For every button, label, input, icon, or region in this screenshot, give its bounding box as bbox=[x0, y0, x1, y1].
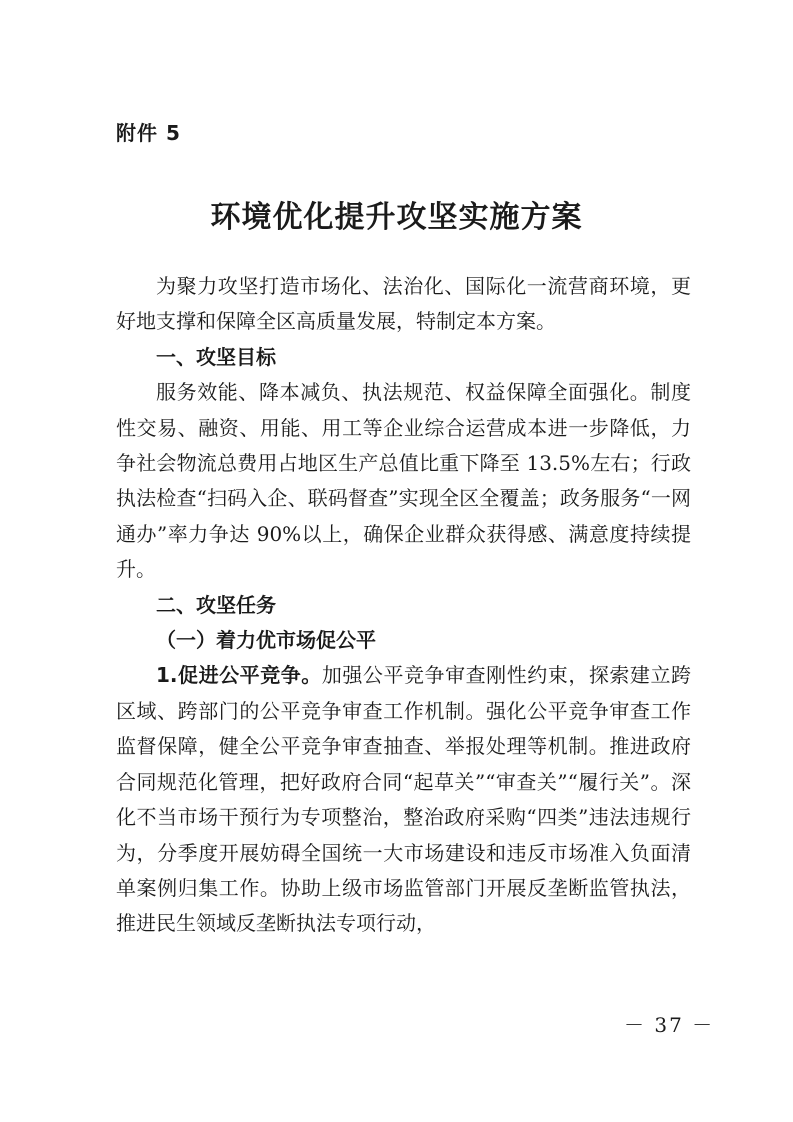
goals-paragraph: 服务效能、降本减负、执法规范、权益保障全面强化。制度性交易、融资、用能、用工等企业综合运营成本进一步降低，力争社会物流总费用占地区生产总值比重下降至 13.5%左右；行政执法检查“扫码入企、联码督查”实现全区全覆盖；政务服务“一网通办”率力争达 90%以上，确保企业群众获得感、满意度持续提升。 bbox=[116, 380, 691, 582]
task-paragraph bbox=[116, 658, 691, 941]
section-heading-tasks: 二、攻坚任务 bbox=[156, 592, 276, 617]
page-number: － 37 － bbox=[624, 1013, 715, 1037]
subsection-heading: （一）着力优市场促公平 bbox=[156, 628, 376, 653]
intro-paragraph: 为聚力攻坚打造市场化、法治化、国际化一流营商环境，更好地支撑和保障全区高质量发展，特制定本方案。 bbox=[116, 274, 691, 334]
task-lead: 1.促进公平竞争。 bbox=[156, 663, 322, 688]
attachment-label: 附件 5 bbox=[116, 121, 181, 145]
section-heading-goals: 一、攻坚目标 bbox=[156, 344, 276, 369]
task-text: 加强公平竞争审查刚性约束，探索建立跨区域、跨部门的公平竞争审查工作机制。强化公平竞争审查工作监督保障，健全公平竞争审查抽查、举报处理等机制。推进政府合同规范化管理，把好政府合同“起草关”“审查关”“履行关”。深化不当市场干预行为专项整治，整治政府采购“四类”违法违规行为，分季度开展妨碍全国统一大市场建设和违反市场准入负面清单案例归集工作。协助上级市场监管部门开展反垄断监管执法，推进民生领域反垄断执法专项行动， bbox=[116, 663, 692, 936]
document-body bbox=[116, 269, 691, 942]
document-title: 环境优化提升攻坚实施方案 bbox=[210, 200, 583, 235]
